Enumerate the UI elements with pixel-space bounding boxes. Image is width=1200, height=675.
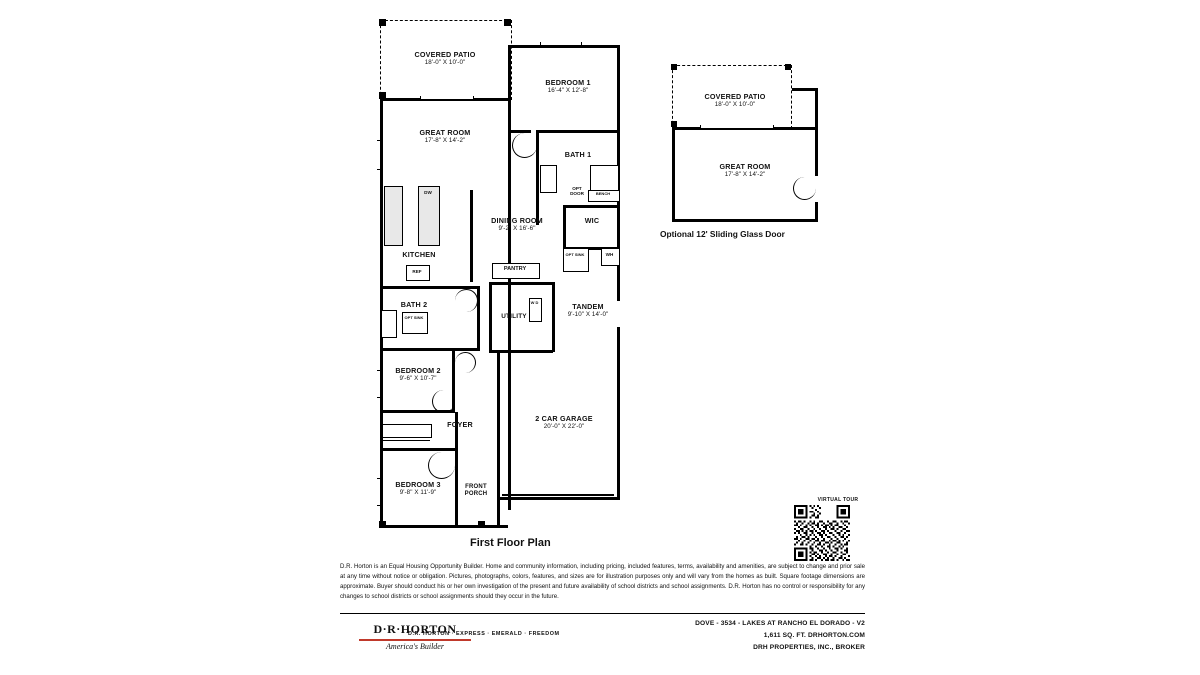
footer-divider bbox=[340, 613, 865, 614]
door-swing bbox=[512, 133, 537, 158]
opt-sink-label-2: OPT SINK bbox=[404, 315, 424, 320]
opt-room-covered-patio: COVERED PATIO 18'-0" X 10'-0" bbox=[704, 92, 766, 108]
closet-box bbox=[382, 424, 432, 438]
interior-wall bbox=[489, 282, 553, 285]
garage-door bbox=[502, 494, 614, 496]
interior-wall bbox=[380, 448, 455, 451]
window bbox=[540, 42, 582, 45]
window bbox=[377, 140, 380, 170]
footer-details bbox=[600, 618, 865, 655]
interior-wall bbox=[380, 348, 480, 351]
room-tandem: TANDEM 9'-10" X 14'-0" bbox=[567, 302, 609, 318]
interior-wall bbox=[536, 130, 620, 133]
window bbox=[377, 370, 380, 398]
room-bath-2: BATH 2 bbox=[400, 300, 428, 309]
plan-title: First Floor Plan bbox=[470, 537, 551, 549]
interior-wall bbox=[470, 190, 473, 282]
logo-name: D·R·HORTON bbox=[373, 622, 457, 636]
exterior-wall-bottom-left bbox=[380, 525, 508, 528]
vanity-fixture bbox=[540, 165, 557, 193]
garage-wall-left bbox=[497, 352, 500, 500]
interior-wall bbox=[552, 282, 555, 352]
interior-wall bbox=[563, 205, 620, 208]
patio-post bbox=[379, 19, 386, 26]
refrigerator-label: REF bbox=[412, 269, 422, 274]
corner-marker bbox=[478, 521, 485, 528]
room-foyer: FOYER bbox=[447, 420, 473, 429]
porch-wall bbox=[497, 497, 500, 527]
water-heater-label: WH bbox=[605, 252, 614, 257]
room-covered-patio: COVERED PATIO 18'-0" X 10'-0" bbox=[414, 50, 476, 66]
exterior-wall-far-right bbox=[617, 45, 620, 500]
logo-tagline: America's Builder bbox=[386, 642, 444, 651]
opt-room-great-room: GREAT ROOM 17'-8" X 14'-2" bbox=[719, 162, 771, 178]
room-wic: WIC bbox=[584, 216, 600, 225]
kitchen-counter bbox=[384, 186, 403, 246]
door-swing bbox=[455, 352, 476, 373]
window bbox=[617, 300, 620, 328]
tub-fixture bbox=[381, 310, 397, 338]
opt-wall-left bbox=[672, 127, 675, 222]
door-swing bbox=[793, 177, 816, 200]
patio-post bbox=[671, 64, 677, 70]
bench-label: BENCH bbox=[595, 191, 611, 196]
dishwasher-label: DW bbox=[424, 190, 432, 195]
room-kitchen: KITCHEN bbox=[402, 250, 436, 259]
room-bedroom-1: BEDROOM 1 16'-4" X 12'-8" bbox=[545, 78, 591, 94]
drhorton-logo bbox=[340, 622, 490, 656]
qr-code[interactable] bbox=[794, 505, 850, 561]
exterior-wall-garage-bottom bbox=[497, 497, 620, 500]
option-title: Optional 12' Sliding Glass Door bbox=[660, 229, 785, 239]
interior-wall bbox=[477, 286, 480, 350]
sliding-door bbox=[420, 96, 474, 99]
door-swing bbox=[432, 390, 455, 413]
room-utility: UTILITY bbox=[501, 313, 527, 320]
opt-wall-bottom bbox=[672, 219, 818, 222]
corner-marker bbox=[379, 521, 386, 528]
patio-post bbox=[504, 19, 511, 26]
door-swing bbox=[455, 289, 478, 312]
legal-disclaimer: D.R. Horton is an Equal Housing Opportunity Builder. Home and community information, including pricing, included features, terms, availability and amenities, are subject to change and prior sale at any time without notice or obligation. Pictures, photographs, colors, features, and sizes are for illustration purposes only and will vary from the homes as built. Square footage dimensions are approximate. Buyer should conduct his or her own investigation of the present and future availability of school districts and school assignments. D.R. Horton has no control or responsibility for any changes to school districts or school assignments should they occur in the future. bbox=[340, 563, 865, 600]
room-great-room: GREAT ROOM 17'-8" X 14'-2" bbox=[419, 128, 471, 144]
opt-sink-label: OPT SINK bbox=[565, 252, 585, 257]
footer-plan-line: DOVE - 3534 - LAKES AT RANCHO EL DORADO - V2 bbox=[695, 620, 865, 627]
logo-accent-bar bbox=[359, 639, 471, 641]
front-door-swing bbox=[428, 452, 455, 479]
room-dining: DINING ROOM 9'-2" X 16'-6" bbox=[491, 216, 543, 232]
opt-sliding-glass-door bbox=[700, 125, 774, 128]
patio-post bbox=[785, 64, 791, 70]
virtual-tour-label: VIRTUAL TOUR bbox=[817, 497, 859, 503]
footer-sqft-line: 1,611 SQ. FT. DRHORTON.COM bbox=[763, 632, 865, 640]
washer-dryer-label: W D bbox=[530, 300, 539, 305]
window bbox=[377, 478, 380, 506]
closet-line bbox=[382, 440, 430, 441]
exterior-wall-top bbox=[508, 45, 620, 48]
brand-list: D.R. HORTON · EXPRESS · EMERALD · FREEDOM bbox=[408, 631, 560, 637]
room-bedroom-3: BEDROOM 3 9'-8" X 11'-9" bbox=[395, 480, 441, 496]
room-front-porch: FRONT PORCH bbox=[464, 484, 488, 497]
opt-door-label: OPT DOOR bbox=[570, 186, 584, 197]
qr-code-image bbox=[794, 505, 850, 561]
opt-wall-top-right bbox=[792, 88, 818, 91]
footer-broker-line: DRH PROPERTIES, INC., BROKER bbox=[753, 644, 865, 652]
pantry-label: PANTRY bbox=[503, 266, 527, 272]
room-bedroom-2: BEDROOM 2 9'-6" X 10'-7" bbox=[395, 366, 441, 382]
interior-wall bbox=[563, 205, 566, 250]
room-garage: 2 CAR GARAGE 20'-0" X 22'-0" bbox=[535, 414, 593, 430]
room-bath-1: BATH 1 bbox=[564, 150, 592, 159]
shower-edge bbox=[590, 165, 617, 166]
